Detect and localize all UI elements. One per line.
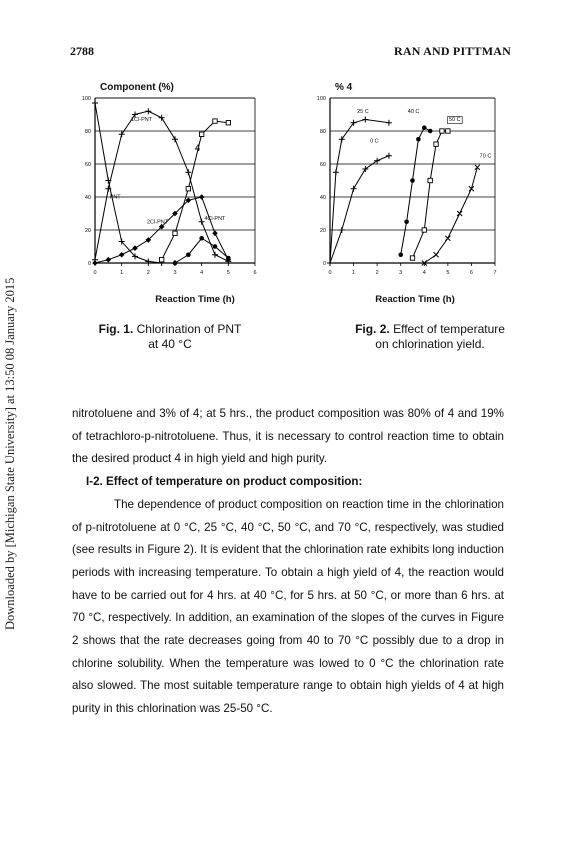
- download-watermark: [2, 240, 18, 640]
- series-label-70-c: 70 C: [479, 153, 492, 160]
- series-label-1cl-pnt: 1Cl-PNT: [131, 117, 153, 124]
- x-tick-label: 3: [399, 270, 403, 276]
- data-point-70-c: [457, 211, 462, 216]
- series-label-25-c: 25 C: [357, 108, 369, 115]
- data-point-4: [159, 258, 163, 262]
- data-point-2cl-pnt: [106, 257, 112, 263]
- body-paragraph-2: The dependence of product composition on reaction time in the chlorination of p-nitrotoluene at 0 °C, 25 °C, 40 °C, 50 °C, and 70 °C, respectively, was studied (see results in Figure 2). It is evident that the chlorination rate exhibits long induction periods with increasing temperature. To obtain a high yield of 4, the reaction would have to be carried out for 4 hrs. at 40 °C, for 5 hrs. at 50 °C, or more than 6 hrs. at 70 °C, respectively. In addition, an examination of the slopes of the curves in Figure 2 shows that the rate decreases going from 40 to 70 °C possibly due to a drop in chlorine solubility. When the temperature was lowed to 0 °C the chlorination rate also slowed. The most suitable temperature range to obtain high yields of 4 at high purity in this chlorination was 25-50 °C.: [72, 497, 504, 716]
- data-point-1cl-pnt: [212, 252, 218, 258]
- series-label-pnt: PNT: [109, 194, 121, 201]
- data-point-4cl-pnt: [213, 244, 218, 249]
- data-point-40-c: [416, 137, 421, 142]
- data-point-4: [226, 121, 230, 125]
- data-point-40-c: [428, 129, 433, 134]
- y-tick-label: 0: [322, 261, 326, 267]
- figure-2-caption-line1: Effect of temperature: [393, 322, 505, 336]
- data-point-4: [199, 132, 203, 136]
- data-point-1cl-pnt: [119, 131, 125, 137]
- series-label-40-c: 40 C: [407, 108, 420, 115]
- data-point-50-c: [446, 129, 450, 133]
- x-tick-label: 6: [253, 270, 257, 276]
- data-point-1cl-pnt: [185, 169, 191, 175]
- figure-2-chart: [305, 78, 505, 308]
- figure-2-caption: [330, 322, 530, 352]
- download-watermark-text: Downloaded by [Michigan State University] at 13:50 08 January 2015: [3, 277, 17, 630]
- data-point-1cl-pnt: [159, 115, 165, 121]
- figure-2-ylabel: % 4: [335, 82, 353, 93]
- y-tick-label: 40: [319, 195, 326, 201]
- x-tick-label: 2: [375, 270, 379, 276]
- data-point-40-c: [398, 252, 403, 257]
- x-tick-label: 4: [200, 270, 204, 276]
- body-paragraph-1: nitrotoluene and 3% of 4; at 5 hrs., the product composition was 80% of 4 and 19% of tetrachloro-p-nitrotoluene. Thus, it is necessary to control reaction time to obtain the desired product 4 in high yield and high purity.: [72, 407, 504, 466]
- y-tick-label: 0: [87, 261, 91, 267]
- data-point-4: [173, 231, 177, 235]
- figure-2-xlabel: Reaction Time (h): [375, 294, 455, 305]
- data-point-4: [186, 187, 190, 191]
- y-tick-label: 100: [81, 96, 91, 102]
- series-line-25-c: [330, 119, 389, 263]
- figure-1-caption-line1: Chlorination of PNT: [136, 322, 242, 336]
- section-heading: I-2. Effect of temperature on product composition:: [86, 475, 363, 489]
- figure-2: [305, 78, 505, 313]
- data-point-1cl-pnt: [145, 108, 151, 114]
- data-point-50-c: [440, 129, 444, 133]
- y-tick-label: 60: [319, 162, 326, 168]
- data-point-0-c: [339, 227, 345, 233]
- x-tick-label: 6: [469, 270, 473, 276]
- x-tick-label: 3: [173, 270, 177, 276]
- x-tick-label: 1: [352, 270, 356, 276]
- figure-1-caption: [70, 322, 270, 352]
- data-point-25-c: [386, 120, 392, 126]
- data-point-50-c: [410, 256, 414, 260]
- figure-1-chart: [70, 78, 270, 308]
- x-tick-label: 0: [328, 270, 332, 276]
- data-point-2cl-pnt: [132, 245, 138, 251]
- data-point-2cl-pnt: [92, 260, 98, 266]
- series-label-0-c: 0 C: [370, 138, 379, 145]
- data-point-2cl-pnt: [119, 252, 125, 258]
- data-point-70-c: [434, 252, 439, 257]
- y-tick-label: 80: [84, 129, 91, 135]
- data-point-0-c: [351, 186, 357, 192]
- figure-1-xlabel: Reaction Time (h): [155, 294, 235, 305]
- series-line-pnt: [95, 103, 175, 263]
- series-label-2cl-pnt: 2Cl-PNT: [147, 219, 169, 226]
- x-tick-label: 7: [493, 270, 497, 276]
- figure-1-caption-label: Fig. 1.: [98, 322, 134, 336]
- y-tick-label: 20: [84, 228, 91, 234]
- data-point-1cl-pnt: [172, 136, 178, 142]
- data-point-pnt: [92, 100, 98, 106]
- data-point-50-c: [422, 228, 426, 232]
- data-point-2cl-pnt: [199, 194, 205, 200]
- data-point-25-c: [362, 116, 368, 122]
- x-tick-label: 5: [226, 270, 230, 276]
- data-point-4cl-pnt: [173, 261, 178, 266]
- figure-2-caption-label: Fig. 2.: [355, 322, 390, 336]
- data-point-4: [213, 119, 217, 123]
- y-tick-label: 40: [84, 195, 91, 201]
- data-point-25-c: [333, 169, 339, 175]
- data-point-4cl-pnt: [186, 252, 191, 257]
- x-tick-label: 4: [422, 270, 426, 276]
- series-label-4cl-pnt: 4Cl-PNT: [204, 216, 226, 223]
- data-point-50-c: [434, 142, 438, 146]
- figure-1-ylabel: Component (%): [100, 82, 174, 93]
- y-tick-label: 20: [319, 228, 326, 234]
- body-text: [72, 403, 504, 721]
- x-tick-label: 1: [120, 270, 124, 276]
- data-point-70-c: [445, 236, 450, 241]
- data-point-50-c: [428, 178, 432, 182]
- data-point-0-c: [362, 166, 368, 172]
- data-point-2cl-pnt: [212, 231, 218, 237]
- figure-1-caption-line2: at 40 °C: [148, 337, 192, 351]
- running-head: RAN AND PITTMAN: [394, 44, 511, 58]
- data-point-40-c: [410, 178, 415, 183]
- plot-area: [317, 96, 497, 276]
- data-point-0-c: [327, 260, 333, 266]
- y-tick-label: 60: [84, 162, 91, 168]
- data-point-40-c: [404, 219, 409, 224]
- series-line-40-c: [401, 128, 430, 255]
- data-point-4cl-pnt: [199, 236, 204, 241]
- y-tick-label: 100: [316, 96, 326, 102]
- plot-area: [82, 96, 257, 276]
- figure-1: [70, 78, 270, 313]
- series-line-4cl-pnt: [175, 238, 228, 263]
- series-line-1cl-pnt: [95, 111, 228, 261]
- data-point-0-c: [374, 158, 380, 164]
- x-tick-label: 5: [446, 270, 450, 276]
- x-tick-label: 2: [146, 270, 150, 276]
- data-point-0-c: [386, 153, 392, 159]
- x-tick-label: 0: [93, 270, 97, 276]
- figure-2-caption-line2: on chlorination yield.: [375, 337, 485, 351]
- y-tick-label: 80: [319, 129, 326, 135]
- series-label-50-c: 50 C: [449, 117, 461, 124]
- data-point-4cl-pnt: [226, 256, 231, 261]
- data-point-40-c: [422, 125, 427, 130]
- page-number: 2788: [70, 44, 94, 58]
- series-line-50-c: [413, 131, 448, 258]
- series-label-4: 4: [195, 142, 201, 153]
